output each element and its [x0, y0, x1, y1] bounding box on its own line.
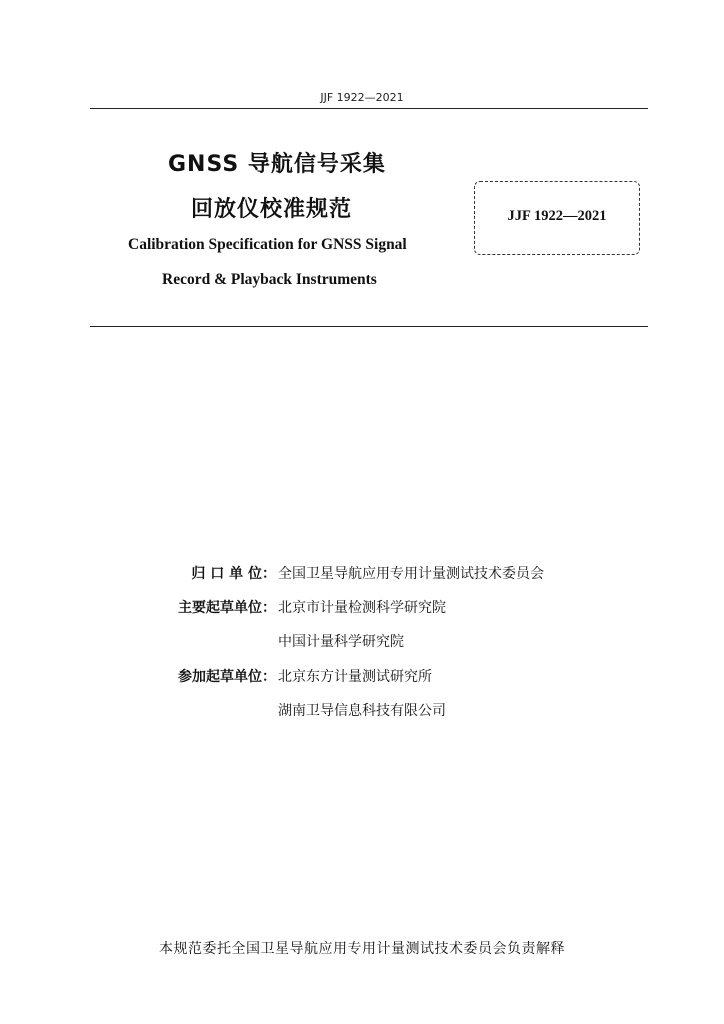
bottom-divider [90, 326, 648, 327]
top-divider [90, 108, 648, 109]
main-drafting-unit-label: 主要起草单位： [178, 600, 276, 616]
supervising-unit-value: 全国卫星导航应用专用计量测试技术委员会 [278, 566, 544, 582]
standard-code-box [474, 181, 640, 255]
standard-code: JJF 1922—2021 [507, 208, 607, 224]
main-drafting-unit-1: 北京市计量检测科学研究院 [278, 600, 446, 616]
interpretation-note: 本规范委托全国卫星导航应用专用计量测试技术委员会负责解释 [159, 941, 565, 957]
participating-unit-label: 参加起草单位： [178, 669, 276, 685]
title-zh-line1: GNSS 导航信号采集 [168, 152, 386, 177]
title-en-line2: Record & Playback Instruments [162, 271, 377, 288]
participating-unit-2: 湖南卫导信息科技有限公司 [278, 703, 446, 719]
main-drafting-unit-2: 中国计量科学研究院 [278, 634, 404, 650]
participating-unit-1: 北京东方计量测试研究所 [278, 669, 432, 685]
title-zh-line2: 回放仪校准规范 [191, 197, 353, 222]
supervising-unit-label: 归 口 单 位： [191, 566, 276, 582]
title-en-line1: Calibration Specification for GNSS Signal [128, 236, 407, 253]
running-header: JJF 1922—2021 [320, 91, 404, 104]
